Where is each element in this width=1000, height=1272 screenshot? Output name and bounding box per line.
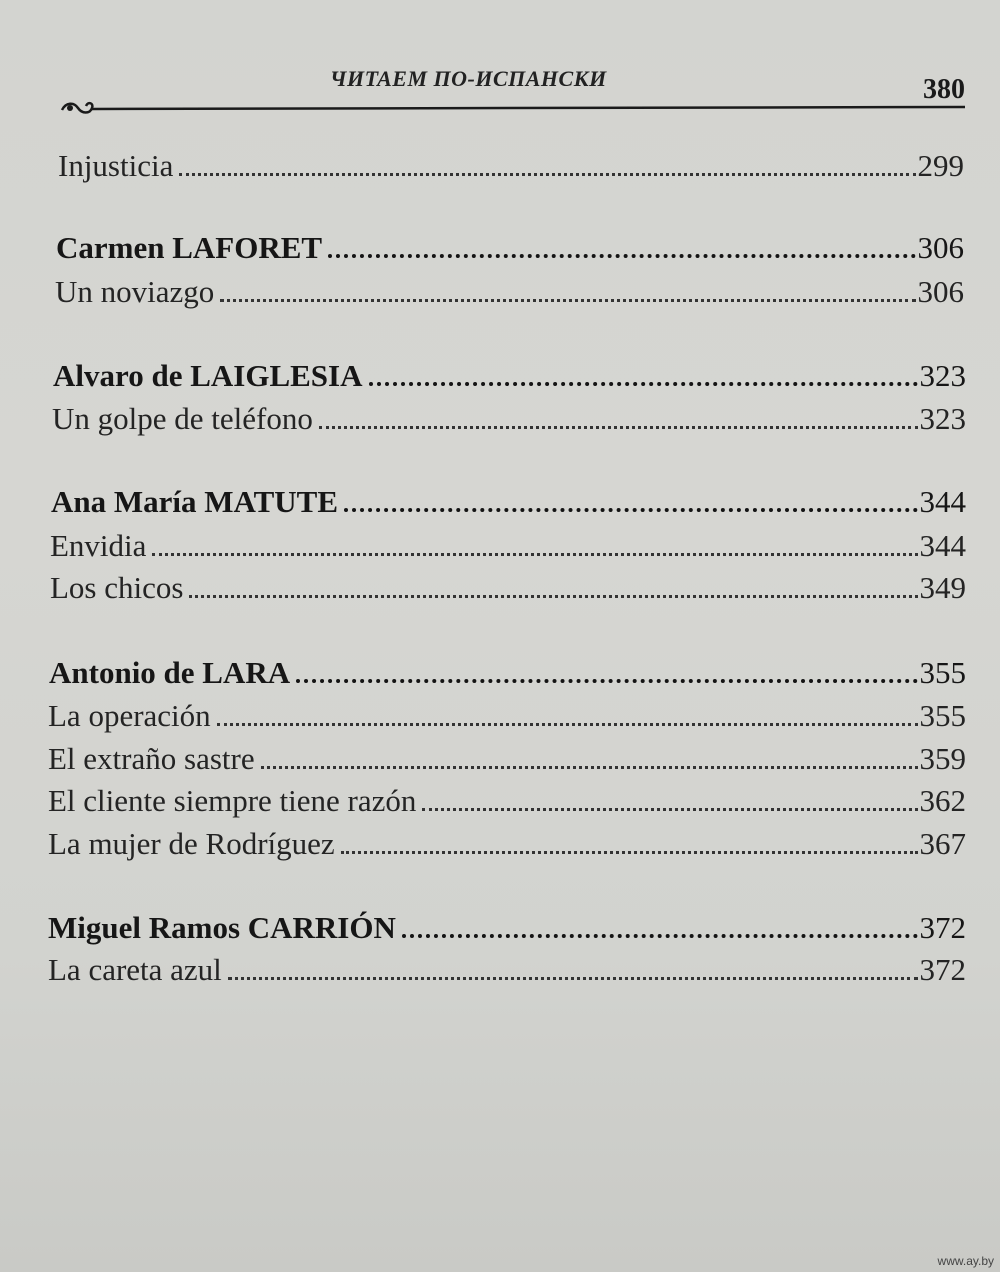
dot-leader (220, 298, 915, 302)
dot-leader (152, 552, 917, 556)
toc-entry-page: 323 (919, 401, 966, 436)
dot-leader (228, 976, 918, 980)
toc-entry (48, 952, 966, 988)
toc-entry-page: 306 (917, 230, 964, 265)
dot-leader (261, 765, 918, 769)
toc-author-name: Carmen LAFORET (56, 230, 323, 265)
toc-entry (48, 783, 966, 819)
toc-entry-page: 362 (919, 783, 966, 818)
toc-entry-title: La operación (48, 698, 211, 733)
toc-entry-title: Un golpe de teléfono (52, 401, 313, 436)
dot-leader (319, 425, 918, 429)
toc-author-entry (51, 484, 966, 520)
toc-author-entry (56, 230, 964, 266)
toc-entry-page: 367 (919, 826, 966, 861)
dot-leader (179, 172, 915, 176)
toc-entry-title: El extraño sastre (48, 741, 255, 776)
toc-entry-page: 359 (919, 741, 966, 776)
toc-entry-page: 306 (917, 274, 964, 309)
toc-author-entry (53, 358, 966, 394)
toc-entry-title: Envidia (50, 528, 147, 563)
toc-author-entry (48, 910, 966, 946)
watermark: www.ay.by (937, 1254, 994, 1268)
toc-author-name: Ana María MATUTE (51, 484, 339, 519)
running-title: ЧИТАЕМ ПО-ИСПАНСКИ (330, 66, 607, 91)
toc-entry-page: 355 (919, 698, 966, 733)
toc-entry-title: El cliente siempre tiene razón (48, 783, 417, 818)
toc-entry-page: 344 (919, 484, 966, 519)
toc-entry (48, 826, 966, 862)
dot-leader (189, 594, 917, 598)
toc-author-name: Antonio de LARA (49, 655, 291, 690)
dot-leader (341, 850, 918, 854)
dot-leader (344, 507, 917, 512)
toc-entry (52, 401, 966, 437)
dot-leader (402, 933, 918, 938)
toc-entry-page: 299 (917, 148, 964, 183)
toc-entry (55, 274, 964, 310)
dot-leader (422, 807, 917, 811)
toc-entry-page: 349 (919, 570, 966, 605)
toc-entry-page: 323 (919, 358, 966, 393)
dot-leader (296, 678, 917, 683)
toc-entry-title: Un noviazgo (55, 274, 215, 309)
toc-entry (48, 698, 966, 734)
toc-entry (50, 528, 966, 564)
toc-entry (50, 570, 966, 606)
toc-entry (58, 148, 964, 184)
toc-entry-title: Injusticia (58, 148, 174, 183)
toc-entry-title: La careta azul (48, 952, 222, 987)
toc-author-name: Miguel Ramos CARRIÓN (48, 910, 396, 945)
toc-entry (48, 741, 966, 777)
dot-leader (217, 722, 918, 726)
page-number: 380 (923, 74, 965, 105)
toc-entry-title: La mujer de Rodríguez (48, 826, 335, 861)
toc-author-entry (49, 655, 966, 691)
dot-leader (369, 381, 918, 386)
toc-entry-page: 372 (919, 952, 966, 987)
toc-entry-page: 344 (919, 528, 966, 563)
dot-leader (328, 253, 915, 258)
toc-entry-page: 355 (919, 655, 966, 690)
toc-entry-title: Los chicos (50, 570, 184, 605)
toc-entry-page: 372 (919, 910, 966, 945)
toc-author-name: Alvaro de LAIGLESIA (53, 358, 363, 393)
